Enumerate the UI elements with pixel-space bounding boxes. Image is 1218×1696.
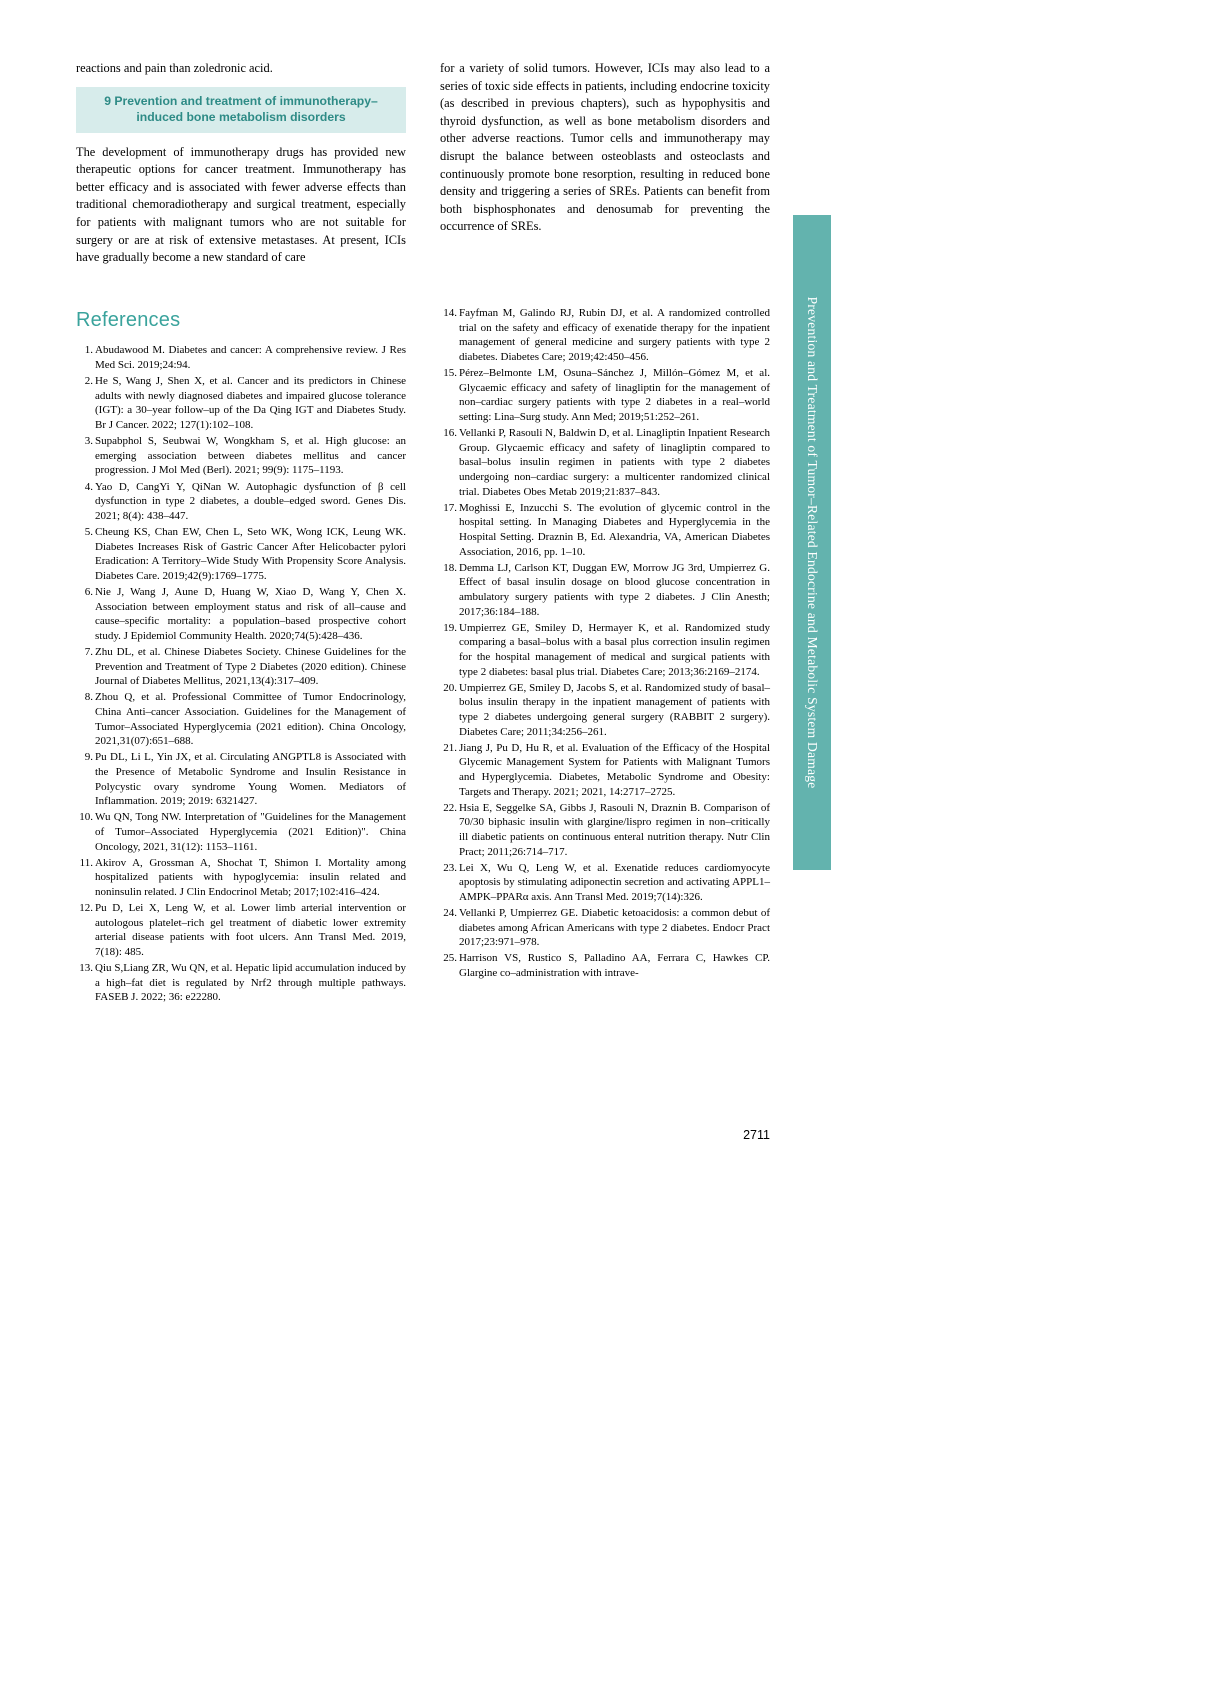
references-section-right (440, 306, 770, 982)
reference-item (440, 741, 770, 800)
reference-text: Pu DL, Li L, Yin JX, et al. Circulating ANGPTL8 is Associated with the Presence of Metabolic Syndrome and Insulin Resistance in Polycystic ovary syndrome Young Women. Mediators of Inflammation. 2019; 2019: 6321427. (95, 751, 406, 808)
reference-number: 25. (443, 952, 457, 965)
reference-number: 4. (84, 480, 93, 493)
reference-item (76, 810, 406, 854)
reference-text: He S, Wang J, Shen X, et al. Cancer and its predictors in Chinese adults with newly diagnosed diabetes and impaired glucose tolerance (IGT): a 30–year follow–up of the Da Qing IGT and Diabetes Study. Br J Cancer. 2022; 127(1):102–108. (95, 375, 406, 432)
reference-item (440, 501, 770, 560)
reference-text: Vellanki P, Umpierrez GE. Diabetic ketoacidosis: a common debut of diabetes among African Americans with type 2 diabetes. Endocr Pract 2017;23:971–978. (459, 907, 770, 949)
reference-number: 15. (443, 367, 457, 379)
reference-number: 9. (84, 751, 93, 764)
continued-text: reactions and pain than zoledronic acid. (76, 61, 273, 75)
reference-item (440, 801, 770, 860)
reference-text: Akirov A, Grossman A, Shochat T, Shimon I. Mortality among hospitalized patients with hypoglycemia: insulin related and noninsulin related. J Clin Endocrinol Metab; 2017;102:416–424. (95, 856, 406, 898)
reference-number: 19. (443, 621, 457, 634)
reference-number: 5. (84, 525, 93, 538)
reference-item (76, 856, 406, 900)
reference-text: Lei X, Wu Q, Leng W, et al. Exenatide reduces cardiomyocyte apoptosis by stimulating adiponectin secretion and activating APPL1–AMPK–PPARα axis. Ann Transl Med. 2019;7(14):326. (459, 861, 770, 903)
reference-item (76, 480, 406, 524)
reference-text: Qiu S,Liang ZR, Wu QN, et al. Hepatic lipid accumulation induced by a high–fat diet is regulated by Nrf2 through multiple pathways. FASEB J. 2022; 36: e22280. (95, 962, 406, 1004)
reference-item (76, 525, 406, 584)
reference-item (440, 561, 770, 620)
reference-text: Fayfman M, Galindo RJ, Rubin DJ, et al. A randomized controlled trial on the safety and efficacy of exenatide therapy for the inpatient management of general medicine and surgery patients with type 2 diabetes. Diabetes Care; 2019;42:450–456. (459, 307, 770, 363)
reference-item (440, 681, 770, 740)
references-list-left (76, 343, 406, 1005)
reference-number: 2. (84, 375, 93, 388)
side-tab-label: Prevention and Treatment of Tumor–Related Endocrine and Metabolic System Damage (805, 296, 820, 789)
reference-number: 8. (84, 691, 93, 704)
reference-text: Umpierrez GE, Smiley D, Jacobs S, et al. Randomized study of basal–bolus insulin therapy in the inpatient management of patients with type 2 diabetes undergoing general surgery (RABBIT 2 surgery). Diabetes Care; 2011;34:256–261. (459, 681, 770, 738)
reference-text: Zhu DL, et al. Chinese Diabetes Society. Chinese Guidelines for the Prevention and Treatment of Type 2 Diabetes (2020 edition). Chinese Journal of Diabetes Mellitus, 2021,13(4):317–409. (95, 645, 406, 688)
reference-text: Vellanki P, Rasouli N, Baldwin D, et al. Linagliptin Inpatient Research Group. Glycaemic efficacy and safety of linagliptin compared to basal–bolus insulin regimen in patients with type 2 diabetes undergoing non–cardiac surgery: a multicenter randomized clinical trial. Diabetes Obes Metab 2019;21:837–843. (459, 427, 770, 498)
reference-item (76, 585, 406, 644)
reference-number: 11. (79, 856, 93, 869)
reference-text: Supabphol S, Seubwai W, Wongkham S, et al. High glucose: an emerging association between diabetes mellitus and cancer progression. J Mol Med (Berl). 2021; 99(9): 1175–1193. (95, 435, 406, 477)
reference-number: 13. (79, 962, 93, 975)
reference-text: Pérez–Belmonte LM, Osuna–Sánchez J, Millón–Gómez M, et al. Glycaemic efficacy and safety of linagliptin for the management of non–cardiac surgery patients with type 2 diabetes in a real–world setting: Lina–Surg study. Ann Med; 2019;51:252–261. (459, 367, 770, 423)
page-number: 2711 (743, 1128, 770, 1142)
reference-number: 7. (84, 645, 93, 658)
reference-number: 6. (84, 585, 93, 598)
reference-number: 20. (443, 681, 457, 694)
reference-text: Jiang J, Pu D, Hu R, et al. Evaluation of the Efficacy of the Hospital Glycemic Management System for Patients with Malignant Tumors and Hyperglycemia. Diabetes, Metabolic Syndrome and Obesity: Targets and Therapy. 2021; 2021, 14:2717–2725. (459, 741, 770, 798)
reference-item (440, 951, 770, 980)
reference-text: Wu QN, Tong NW. Interpretation of "Guidelines for the Management of Tumor–Associated Hyperglycemia (2021 Edition)". China Oncology, 2021, 31(12): 1153–1161. (95, 811, 406, 853)
reference-number: 24. (443, 907, 457, 919)
right-body-paragraph: for a variety of solid tumors. However, ICIs may also lead to a series of toxic side effects in patients, including endocrine toxicity (as described in previous chapters), such as hypophysitis and thyroid dysfunction, as well as bone metabolism disorders and other adverse reactions. Tumor cells and immunotherapy may disrupt the balance between osteoblasts and osteoclasts and continuously promote bone resorption, resulting in reduced bone density and triggering a series of SREs. Patients can benefit from both bisphosphonates and denosumab for preventing the occurrence of SREs. (440, 61, 770, 234)
reference-text: Nie J, Wang J, Aune D, Huang W, Xiao D, Wang Y, Chen X. Association between employment status and risk of all–cause and cause–specific mortality: a population–based prospective cohort study. J Epidemiol Community Health. 2020;74(5):428–436. (95, 585, 406, 642)
reference-number: 17. (443, 501, 457, 514)
reference-text: Demma LJ, Carlson KT, Duggan EW, Morrow JG 3rd, Umpierrez G. Effect of basal insulin dosage on blood glucose concentration in ambulatory surgery patients with type 2 diabetes. J Clin Anesth; 2017;36:184–188. (459, 561, 770, 618)
reference-item (76, 645, 406, 689)
reference-item (76, 750, 406, 809)
reference-item (76, 961, 406, 1005)
reference-number: 18. (443, 561, 457, 574)
reference-number: 22. (443, 801, 457, 814)
reference-item (440, 366, 770, 425)
left-column-body (76, 60, 406, 267)
reference-text: Umpierrez GE, Smiley D, Hermayer K, et al. Randomized study comparing a basal–bolus with a basal plus correction insulin regimen for the hospital management of medical and surgical patients with type 2 diabetes: basal plus trial. Diabetes Care; 2013;36:2169–2174. (459, 621, 770, 678)
section-heading: 9 Prevention and treatment of immunotherapy–induced bone metabolism disorders (76, 87, 406, 133)
reference-text: Hsia E, Seggelke SA, Gibbs J, Rasouli N, Draznin B. Comparison of 70/30 biphasic insulin with glargine/lispro regimen in non–critically ill diabetic patients on continuous enteral nutrition therapy. Nutr Clin Pract; 2011;26:714–717. (459, 801, 770, 858)
reference-text: Pu D, Lei X, Leng W, et al. Lower limb arterial intervention or autologous platelet–rich gel treatment of diabetic lower extremity arterial disease patients with foot ulcers. Ann Transl Med. 2019, 7(18): 485. (95, 902, 406, 958)
reference-number: 23. (443, 861, 457, 874)
reference-item (440, 906, 770, 950)
reference-number: 16. (443, 427, 457, 439)
reference-item (440, 861, 770, 905)
reference-text: Abudawood M. Diabetes and cancer: A comprehensive review. J Res Med Sci. 2019;24:94. (95, 344, 406, 372)
reference-item (76, 690, 406, 749)
reference-number: 10. (79, 811, 93, 824)
reference-item (440, 621, 770, 680)
reference-item (440, 306, 770, 365)
reference-item (76, 343, 406, 372)
reference-number: 12. (79, 902, 93, 915)
reference-text: Yao D, CangYi Y, QiNan W. Autophagic dysfunction of β cell dysfunction in type 2 diabetes, a double–edged sword. Genes Dis. 2021; 8(4): 438–447. (95, 480, 406, 522)
running-side-tab (793, 215, 831, 870)
reference-item (76, 434, 406, 478)
reference-text: Cheung KS, Chan EW, Chen L, Seto WK, Wong ICK, Leung WK. Diabetes Increases Risk of Gastric Cancer After Helicobacter pylori Eradication: A Territory–Wide Study With Propensity Score Analysis. Diabetes Care. 2019;42(9):1769–1775. (95, 525, 406, 582)
reference-text: Moghissi E, Inzucchi S. The evolution of glycemic control in the hospital setting. In Managing Diabetes and Hyperglycemia in the Hospital Setting. Draznin B, Ed. Alexandria, VA, American Diabetes Association, 2016, pp. 1–10. (459, 501, 770, 558)
reference-item (76, 901, 406, 960)
reference-number: 3. (84, 435, 93, 448)
references-title: References (76, 309, 181, 331)
reference-text: Zhou Q, et al. Professional Committee of Tumor Endocrinology, China Anti–cancer Association. Guidelines for the Management of Tumor–Associated Hyperglycemia (2021 edition). China Oncology, 2021,31(07):651–688. (95, 691, 406, 748)
reference-item (76, 374, 406, 433)
reference-number: 14. (443, 307, 457, 319)
reference-text: Harrison VS, Rustico S, Palladino AA, Ferrara C, Hawkes CP. Glargine co–administration with intrave- (459, 952, 770, 979)
references-section-left (76, 306, 406, 1006)
reference-number: 1. (84, 344, 93, 357)
reference-item (440, 426, 770, 499)
reference-number: 21. (443, 741, 457, 754)
references-list-right (440, 306, 770, 981)
right-column-body (440, 60, 770, 236)
left-body-paragraph: The development of immunotherapy drugs has provided new therapeutic options for cancer treatment. Immunotherapy has better efficacy and is associated with fewer adverse effects than traditional chemoradiotherapy and surgical treatment, especially for patients with malignant tumors who are not suitable for surgery or are at risk of extensive metastases. At present, ICIs have gradually become a new standard of care (76, 144, 406, 265)
